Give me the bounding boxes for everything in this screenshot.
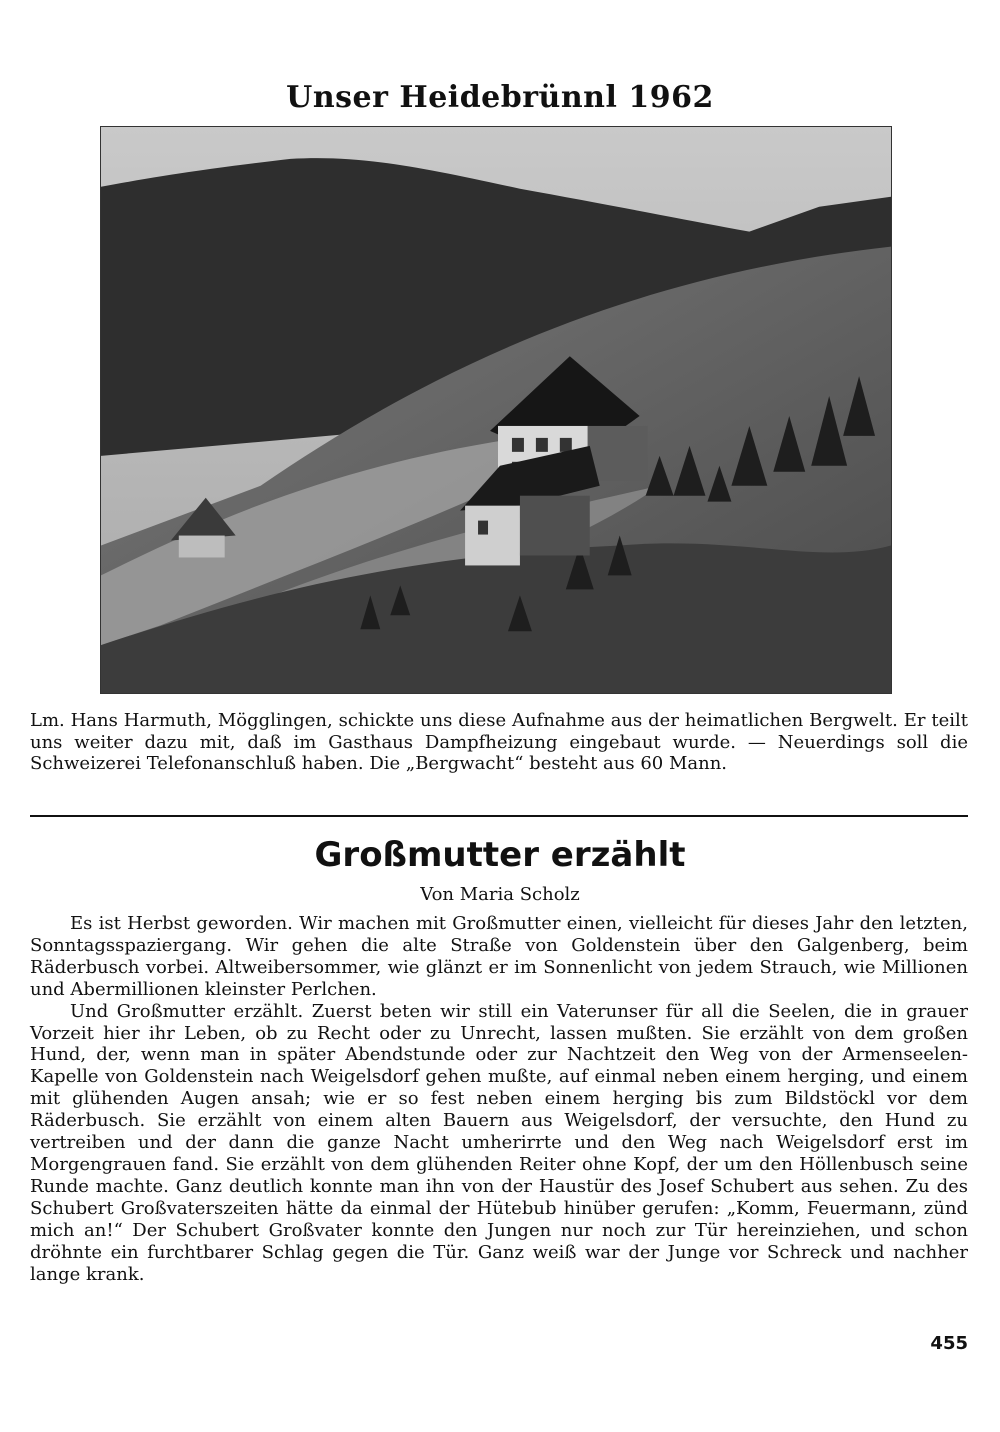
story-body: [30, 913, 968, 1285]
mountain-photo: [100, 126, 892, 694]
story-byline: Von Maria Scholz: [420, 884, 580, 905]
story-paragraph: Es ist Herbst geworden. Wir machen mit Großmutter einen, vielleicht für dieses Jahr den letzten, Sonntagsspaziergang. Wir gehen die alte Straße von Goldenstein über den Galgenberg, beim Räderbusch vorbei. Altweibersommer, wie glänzt er im Sonnenlicht von jedem Strauch, wie Millionen und Abermillionen kleinster Perlchen.: [30, 913, 968, 1000]
page-number: 455: [930, 1333, 968, 1354]
story-paragraph: Und Großmutter erzählt. Zuerst beten wir still ein Vaterunser für all die Seelen, die in grauer Vorzeit hier ihr Leben, ob zu Recht oder zu Unrecht, lassen mußten. Sie erzählt von dem großen Hund, der, wenn man in später Abendstunde oder zur Nachtzeit den Weg von der Armenseelen-Kapelle von Goldenstein nach Weigelsdorf gehen mußte, auf einmal neben einem herging, und einem mit glühenden Augen ansah; wie er so fest neben einem herging bis zum Bildstöckl vor dem Räderbusch. Sie erzählt von einem alten Bauern aus Weigelsdorf, der versuchte, den Hund zu vertreiben und der dann die ganze Nacht umherirrte und den Weg nach Weigelsdorf erst im Morgengrauen fand. Sie erzählt von dem glühenden Reiter ohne Kopf, der um den Höllenbusch seine Runde machte. Ganz deutlich konnte man ihn von der Haustür des Josef Schubert aus sehen. Zu des Schubert Großvaterszeiten hätte da einmal der Hütebub hinüber gerufen: „Komm, Feuermann, zünd mich an!“ Der Schubert Großvater konnte den Jungen nur noch zur Tür hereinziehen, und schon dröhnte ein furchtbarer Schlag gegen die Tür. Ganz weiß war der Junge vor Schreck und nachher lange krank.: [30, 1000, 968, 1285]
story-title: Großmutter erzählt: [314, 835, 686, 875]
mountain-photo-image: [101, 127, 891, 693]
article-title: Unser Heidebrünnl 1962: [286, 80, 714, 115]
section-divider: [30, 815, 968, 817]
photo-caption: Lm. Hans Harmuth, Mögglingen, schickte uns diese Aufnahme aus der heimatlichen Bergwelt. Er teilt uns weiter dazu mit, daß im Gasthaus Dampfheizung eingebaut wurde. — Neuerdings soll die Schweizerei Telefonanschluß haben. Die „Bergwacht“ besteht aus 60 Mann.: [30, 710, 968, 774]
